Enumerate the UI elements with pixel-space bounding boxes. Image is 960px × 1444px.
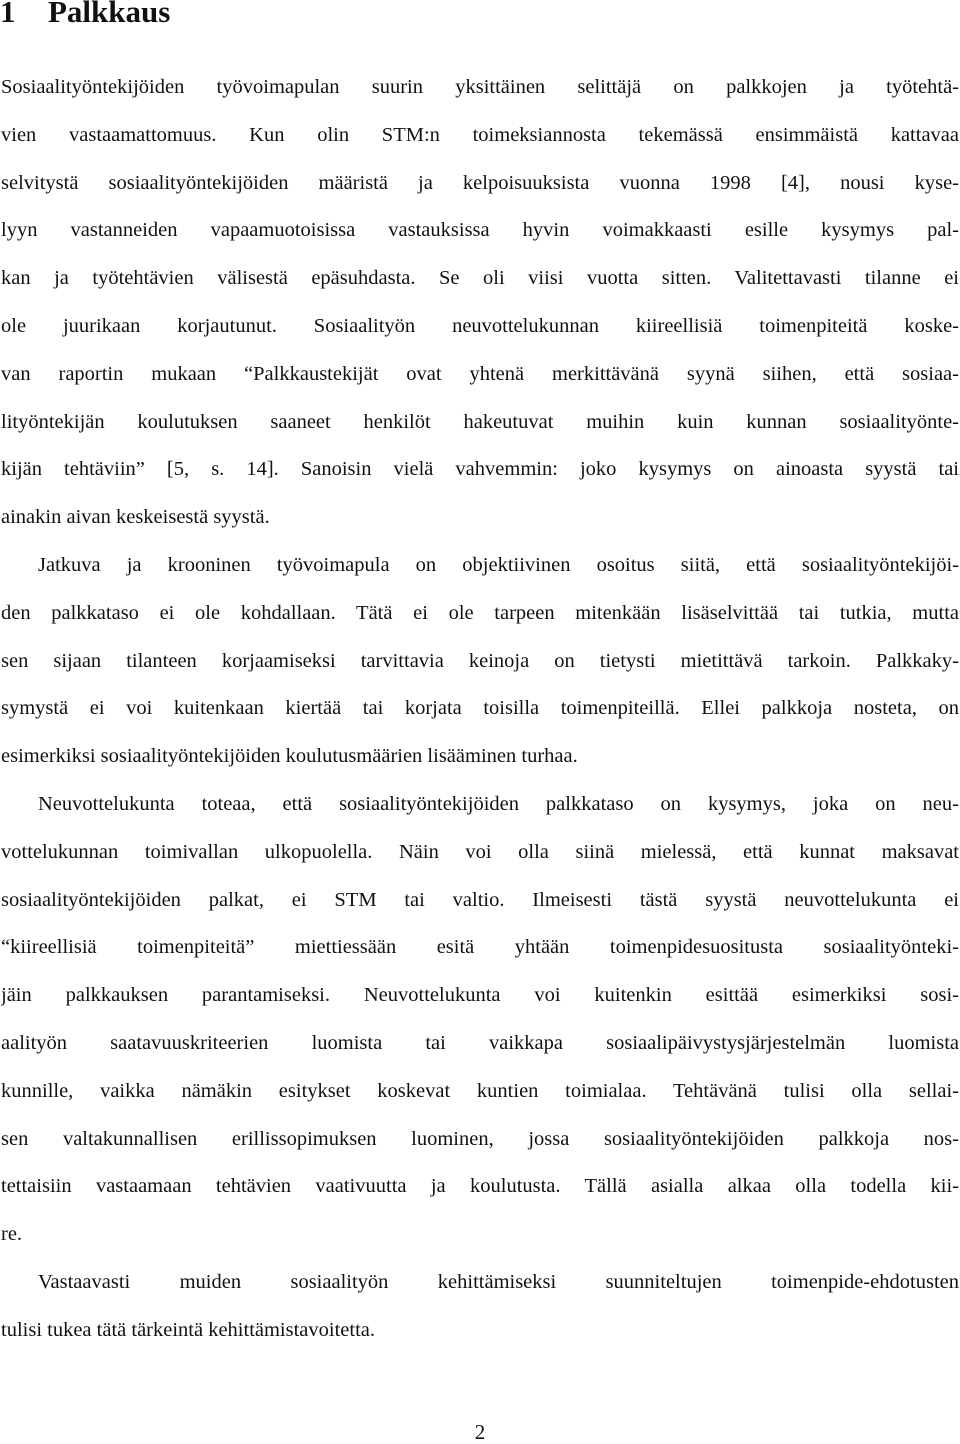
section-title: Palkkaus [48,0,171,29]
paragraph-4 [1,1259,959,1355]
text-line: Sosiaalityöntekijöiden työvoimapulan suurin yksittäinen selittäjä on palkkojen ja työtehtä- [1,76,959,98]
paragraph-3 [1,781,959,1259]
text-line: re. [1,1223,23,1246]
paragraph-2 [1,542,959,781]
text-line: ole juurikaan korjautunut. Sosiaalityön neuvottelukunnan kiireellisiä toimenpiteitä koske- [1,314,959,337]
body-text [1,64,959,1355]
page-number: 2 [474,1420,486,1444]
text-line: sosiaalityöntekijöiden palkat, ei STM tai valtio. Ilmeisesti tästä syystä neuvottelukunta ei [1,888,959,911]
text-line: Neuvottelukunta toteaa, että sosiaalityöntekijöiden palkkataso on kysymys, joka on neu- [38,792,959,815]
text-line: sen sijaan tilanteen korjaamiseksi tarvittavia keinoja on tietysti mietittävä tarkoin. Palkkaky- [1,649,959,672]
paragraph-1 [1,64,959,542]
text-line: selvitystä sosiaalityöntekijöiden määristä ja kelpoisuuksista vuonna 1998 [4], nousi kyse- [1,171,959,194]
text-line: kijän tehtäviin” [5, s. 14]. Sanoisin vielä vahvemmin: joko kysymys on ainoasta syystä tai [1,458,959,481]
text-line: jäin palkkauksen parantamiseksi. Neuvottelukunta voi kuitenkin esittää esimerkiksi sosi- [1,984,959,1007]
text-line: tulisi tukea tätä tärkeintä kehittämistavoitetta. [1,1318,376,1341]
text-line: Vastaavasti muiden sosiaalityön kehittämiseksi suunniteltujen toimenpide-ehdotusten [38,1270,959,1293]
text-line: kan ja työtehtävien välisestä epäsuhdasta. Se oli viisi vuotta sitten. Valitettavasti tilanne ei [1,267,959,290]
text-line: kunnille, vaikka nämäkin esitykset koskevat kuntien toimialaa. Tehtävänä tulisi olla sellai- [1,1079,959,1102]
section-number: 1 [0,0,16,29]
text-line: ainakin aivan keskeisestä syystä. [1,506,270,529]
section-heading [0,0,170,32]
text-line: sen valtakunnallisen erillissopimuksen luominen, jossa sosiaalityöntekijöiden palkkoja nos- [1,1127,959,1150]
text-line: esimerkiksi sosiaalityöntekijöiden koulutusmäärien lisääminen turhaa. [1,745,578,768]
text-line: aalityön saatavuuskriteerien luomista tai vaikkapa sosiaalipäivystysjärjestelmän luomista [1,1031,959,1054]
text-line: vien vastaamattomuus. Kun olin STM:n toimeksiannosta tekemässä ensimmäistä kattavaa [1,123,959,146]
text-line: lyyn vastanneiden vapaamuotoisissa vastauksissa hyvin voimakkaasti esille kysymys pal- [1,219,959,242]
text-line: tettaisiin vastaamaan tehtävien vaativuutta ja koulutusta. Tällä asialla alkaa olla todella kii- [1,1175,959,1198]
text-line: Jatkuva ja krooninen työvoimapula on objektiivinen osoitus siitä, että sosiaalityöntekijöi- [38,553,959,576]
text-line: “kiireellisiä toimenpiteitä” miettiessään esitä yhtään toimenpidesuositusta sosiaalityönteki- [1,936,959,959]
text-line: den palkkataso ei ole kohdallaan. Tätä ei ole tarpeen mitenkään lisäselvittää tai tutkia, mutta [1,601,959,624]
text-line: symystä ei voi kuitenkaan kiertää tai korjata toisilla toimenpiteillä. Ellei palkkoja nosteta, on [1,697,959,720]
text-line: lityöntekijän koulutuksen saaneet henkilöt hakeutuvat muihin kuin kunnan sosiaalityönte- [1,410,959,433]
text-line: van raportin mukaan “Palkkaustekijät ovat yhtenä merkittävänä syynä siihen, että sosiaa- [1,362,959,385]
text-line: vottelukunnan toimivallan ulkopuolella. Näin voi olla siinä mielessä, että kunnat maksavat [1,840,959,863]
